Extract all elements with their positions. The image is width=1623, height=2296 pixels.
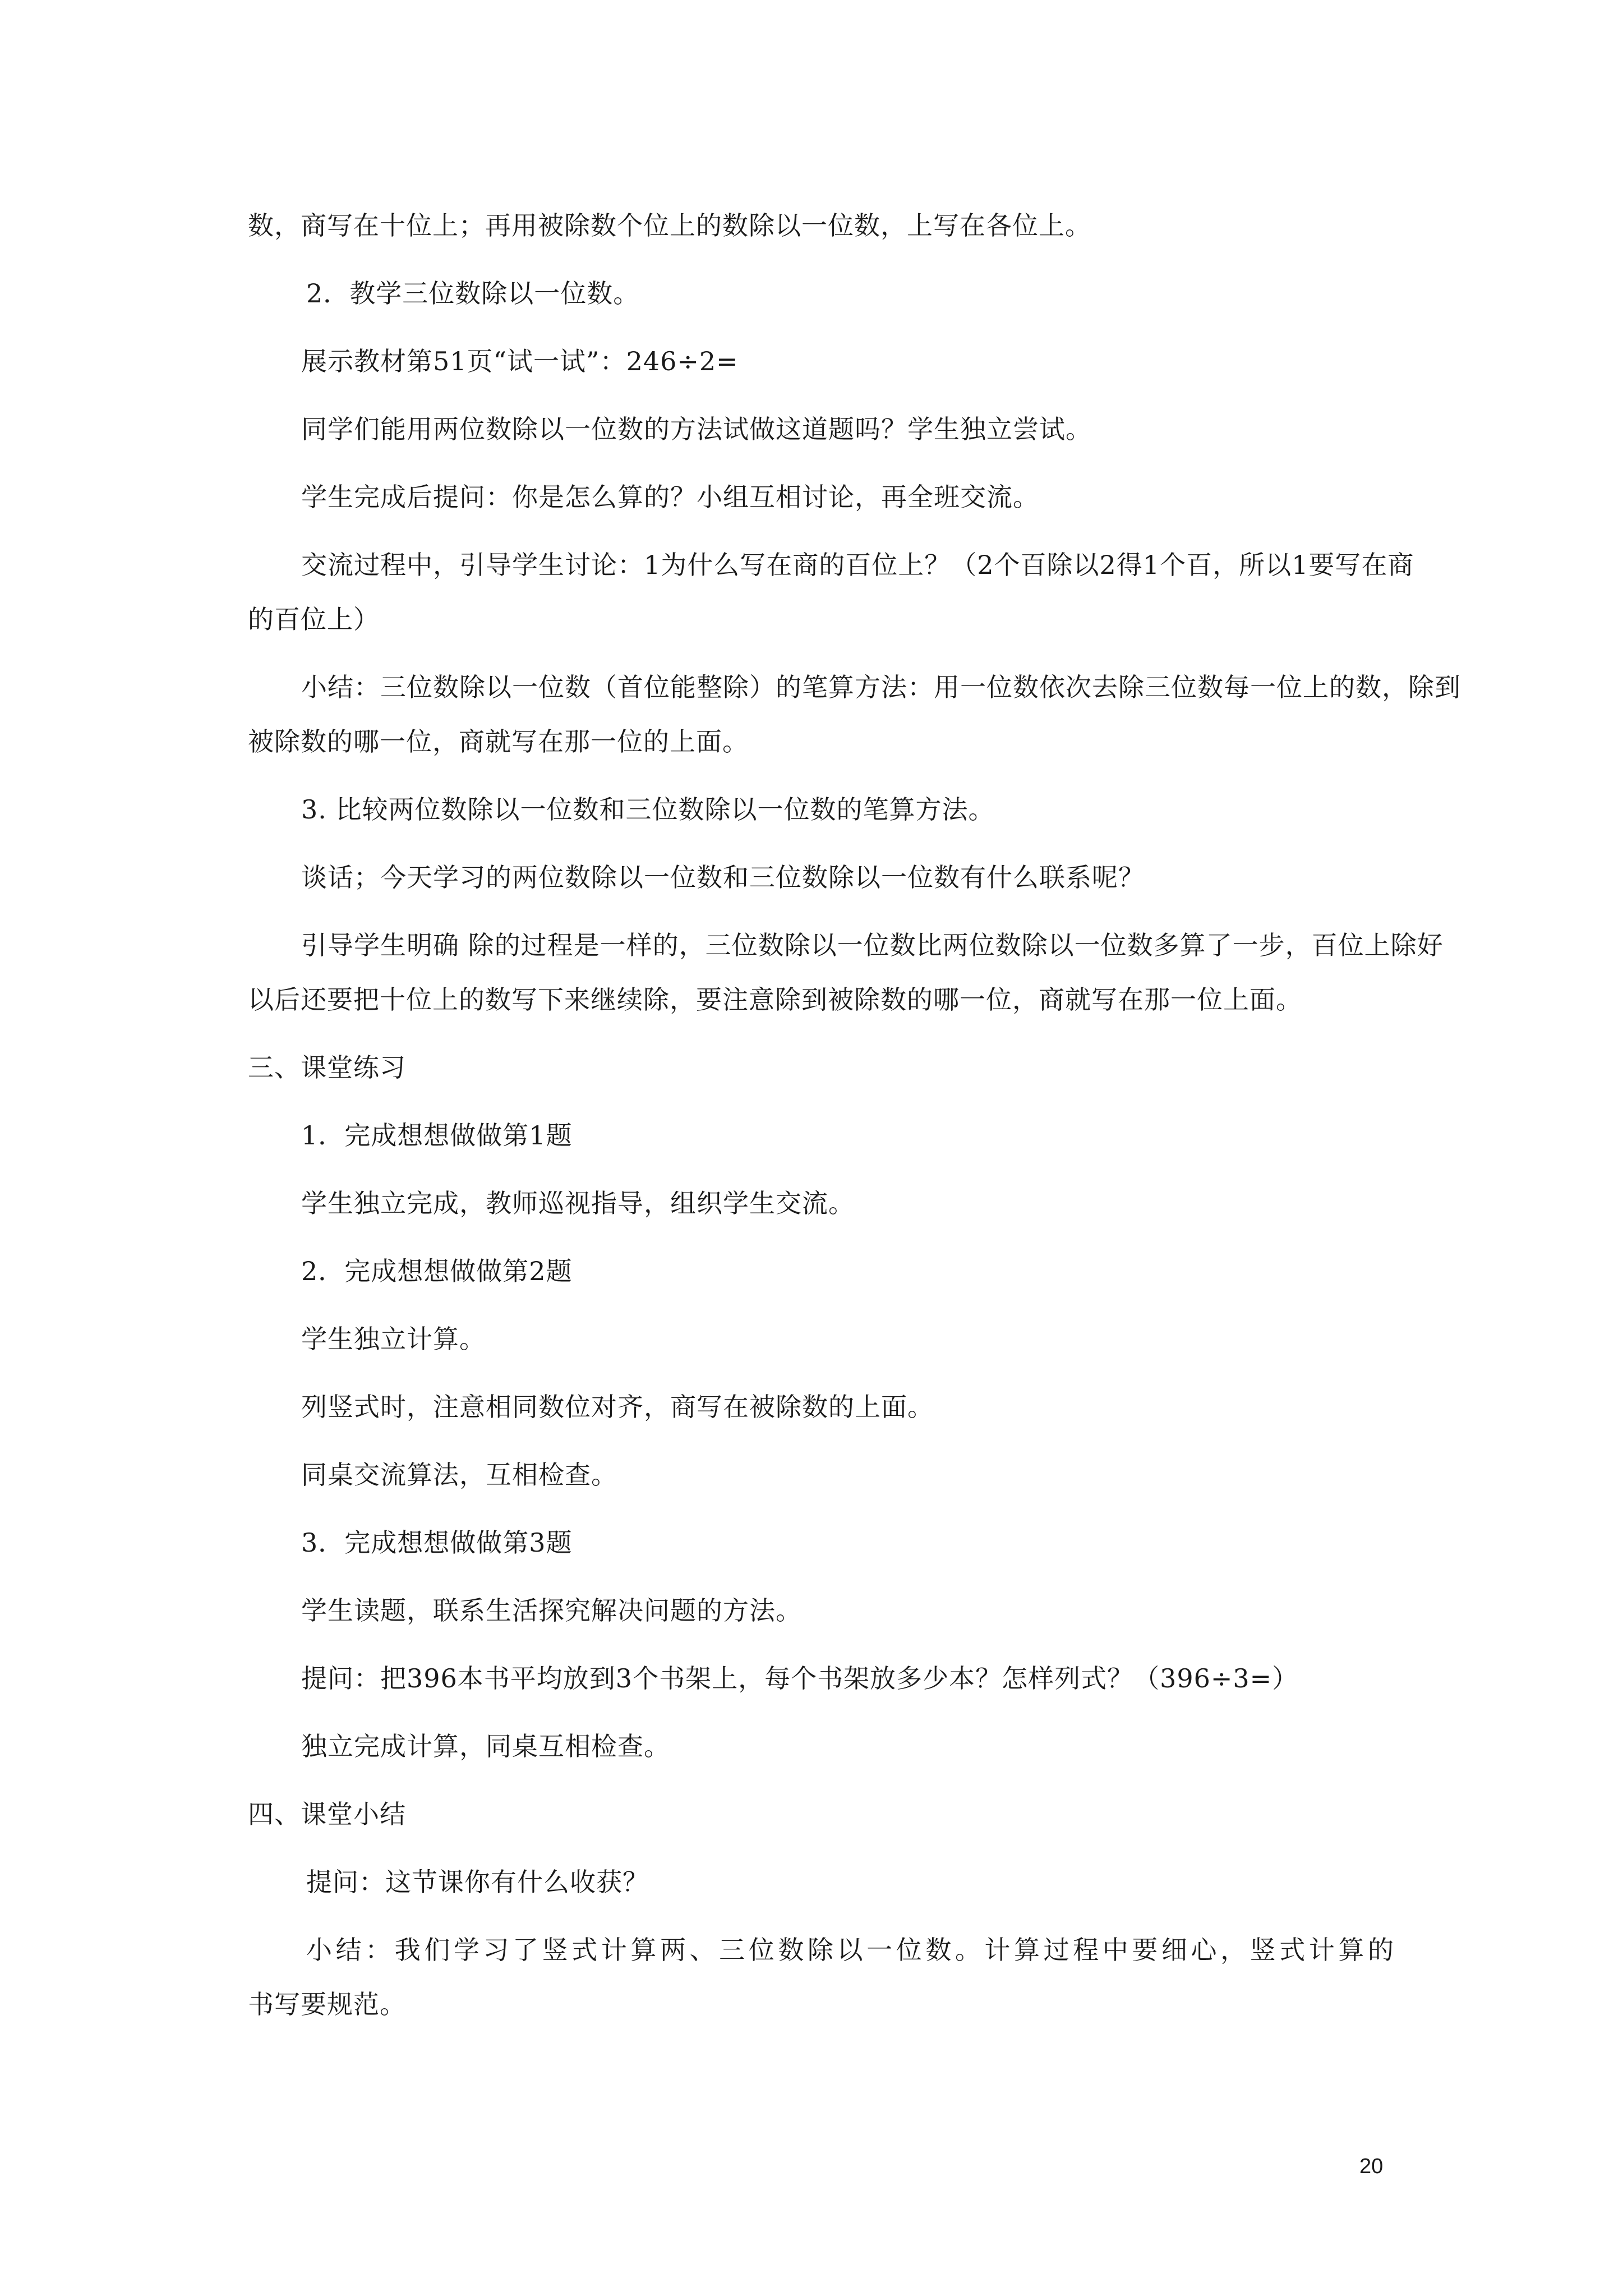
section-item-heading: 2．完成想想做做第2题	[301, 1256, 573, 1286]
paragraph-line: 的百位上）	[248, 604, 380, 634]
paragraph-line: 展示教材第51页“试一试”：246÷2=	[301, 346, 739, 376]
paragraph-line: 交流过程中，引导学生讨论：1为什么写在商的百位上？（2个百除以2得1个百，所以1要写在商	[301, 550, 1414, 580]
section-item-heading: 2．教学三位数除以一位数。	[306, 278, 640, 309]
section-heading: 四、课堂小结	[248, 1799, 406, 1829]
paragraph-line: 数，商写在十位上；再用被除数个位上的数除以一位数，上写在各位上。	[248, 210, 1091, 241]
page-number: 20	[1359, 2155, 1384, 2178]
paragraph-line: 提问：这节课你有什么收获？	[306, 1867, 649, 1897]
paragraph-line: 学生独立完成，教师巡视指导，组织学生交流。	[301, 1188, 855, 1218]
paragraph-line: 小结：三位数除以一位数（首位能整除）的笔算方法：用一位数依次去除三位数每一位上的数，除到	[301, 672, 1461, 702]
paragraph-line: 引导学生明确 除的过程是一样的，三位数除以一位数比两位数除以一位数多算了一步，百位上除好	[301, 930, 1444, 960]
paragraph-line: 列竖式时，注意相同数位对齐，商写在被除数的上面。	[301, 1392, 934, 1422]
paragraph-line: 书写要规范。	[248, 1989, 406, 2019]
section-item-heading: 1．完成想想做做第1题	[301, 1120, 573, 1151]
section-heading: 三、课堂练习	[248, 1052, 406, 1083]
paragraph-line: 学生独立计算。	[301, 1324, 486, 1354]
paragraph-line: 被除数的哪一位，商就写在那一位的上面。	[248, 726, 749, 757]
paragraph-line: 学生完成后提问：你是怎么算的？小组互相讨论，再全班交流。	[301, 482, 1039, 512]
paragraph-line: 独立完成计算，同桌互相检查。	[301, 1731, 670, 1761]
paragraph-line: 提问：把396本书平均放到3个书架上，每个书架放多少本？怎样列式？（396÷3=）	[301, 1663, 1299, 1694]
section-item-heading: 3．完成想想做做第3题	[301, 1527, 573, 1558]
paragraph-line: 学生读题，联系生活探究解决问题的方法。	[301, 1595, 802, 1626]
paragraph-line: 同桌交流算法，互相检查。	[301, 1460, 617, 1490]
section-item-heading: 3. 比较两位数除以一位数和三位数除以一位数的笔算方法。	[301, 794, 995, 825]
paragraph-line: 谈话；今天学习的两位数除以一位数和三位数除以一位数有什么联系呢？	[301, 862, 1145, 892]
paragraph-line: 以后还要把十位上的数写下来继续除，要注意除到被除数的哪一位，商就写在那一位上面。	[248, 984, 1302, 1015]
paragraph-line: 同学们能用两位数除以一位数的方法试做这道题吗？学生独立尝试。	[301, 414, 1092, 444]
paragraph-line: 小结：我们学习了竖式计算两、三位数除以一位数。计算过程中要细心，竖式计算的	[306, 1935, 1394, 1965]
